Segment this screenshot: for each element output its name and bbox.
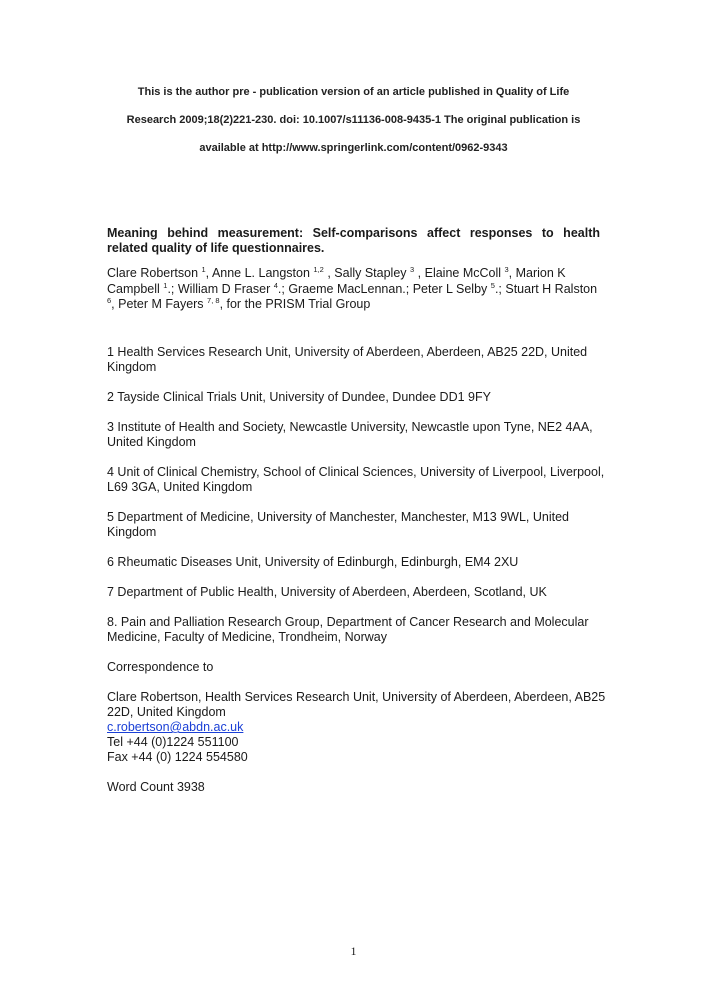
correspondence-block: [107, 690, 607, 765]
author-affiliation-marker: 3: [504, 265, 509, 274]
publication-notice-line-2: [60, 113, 647, 127]
correspondence-fax: Fax +44 (0) 1224 554580: [107, 750, 248, 764]
author-separator: ,: [111, 297, 119, 311]
affiliation-2: 2 Tayside Clinical Trials Unit, University of Dundee, Dundee DD1 9FY: [107, 390, 491, 404]
author-separator: ,: [414, 266, 425, 280]
author-list: [107, 266, 607, 313]
author: [425, 266, 516, 280]
author-name: Clare Robertson: [107, 266, 202, 280]
author-name: William D Fraser: [177, 281, 274, 296]
author: [178, 282, 288, 296]
publication-notice-line-3: available at http://www.springerlink.com/content/0962-9343: [199, 142, 508, 154]
author-name: Elaine McColl: [424, 266, 505, 280]
author-name: Peter M Fayers: [118, 297, 208, 311]
correspondence-telephone: Tel +44 (0)1224 551100: [107, 735, 239, 749]
author-name: Graeme MacLennan.: [288, 281, 406, 296]
author-name: Peter L Selby: [412, 281, 491, 296]
author-separator: ,: [323, 266, 335, 280]
author-separator: .;: [277, 281, 289, 296]
correspondence-heading: Correspondence to: [107, 660, 214, 674]
publication-notice-line-1: This is the author pre - publication version of an article published in Quality of Life: [137, 86, 570, 98]
affiliation-1: 1 Health Services Research Unit, University of Aberdeen, Aberdeen, AB25 22D, United Kingdom: [107, 345, 588, 374]
notice-doi: 10.1007/s11136-008-9435-1: [302, 114, 441, 126]
author-separator: ,: [508, 266, 516, 280]
author: [413, 282, 506, 296]
author-affiliation-marker: 1,2: [313, 265, 324, 274]
author-separator: ,: [205, 266, 212, 280]
author-affiliation-marker: 1: [201, 265, 206, 274]
author-affiliation-marker: 1: [163, 280, 168, 290]
author-name: Sally Stapley: [334, 266, 411, 280]
affiliation-7: 7 Department of Public Health, University of Aberdeen, Aberdeen, Scotland, UK: [107, 585, 547, 599]
author-affiliation-marker: 6: [107, 296, 112, 305]
notice-doi-prefix: Research 2009;18(2)221-230. doi:: [126, 114, 303, 126]
author-separator: ;: [405, 281, 413, 296]
author: [118, 297, 370, 311]
page-number: 1: [350, 944, 357, 958]
affiliation-8: 8. Pain and Palliation Research Group, Department of Cancer Research and Molecular Medicine, Faculty of Medicine, Trondheim, Norway: [107, 615, 589, 644]
affiliation-3: 3 Institute of Health and Society, Newcastle University, Newcastle upon Tyne, NE2 4AA, United Kingdom: [107, 420, 593, 449]
word-count: Word Count 3938: [107, 780, 205, 794]
author-separator: .;: [167, 281, 178, 296]
author: [107, 266, 212, 280]
correspondence-email-link[interactable]: c.robertson@abdn.ac.uk: [107, 720, 244, 734]
author-affiliation-marker: 5: [490, 280, 495, 290]
author-name: Marion K Campbell: [107, 266, 566, 296]
author-name: Stuart H Ralston: [505, 281, 598, 296]
author-affiliation-marker: 4: [273, 280, 278, 290]
author: [212, 266, 334, 280]
author-affiliation-marker: 3: [410, 265, 415, 274]
author: [288, 282, 412, 296]
notice-doi-suffix: The original publication is: [441, 114, 581, 126]
paper-title: Meaning behind measurement: Self-comparisons affect responses to health related quality of life questionnaires.: [107, 226, 600, 255]
author-separator: .;: [494, 281, 506, 296]
author-affiliation-marker: 7, 8: [207, 296, 220, 305]
author: [334, 266, 424, 280]
affiliation-6: 6 Rheumatic Diseases Unit, University of Edinburgh, Edinburgh, EM4 2XU: [107, 555, 519, 569]
correspondence-address: Clare Robertson, Health Services Research Unit, University of Aberdeen, Aberdeen, AB25 22D, United Kingdom: [107, 690, 606, 719]
author-separator: , for the PRISM Trial Group: [219, 297, 371, 311]
affiliation-4: 4 Unit of Clinical Chemistry, School of Clinical Sciences, University of Liverpool, Liverpool, L69 3GA, United Kingdom: [107, 465, 605, 494]
affiliation-5: 5 Department of Medicine, University of Manchester, Manchester, M13 9WL, United Kingdom: [107, 510, 570, 539]
author-name: Anne L. Langston: [211, 266, 314, 280]
